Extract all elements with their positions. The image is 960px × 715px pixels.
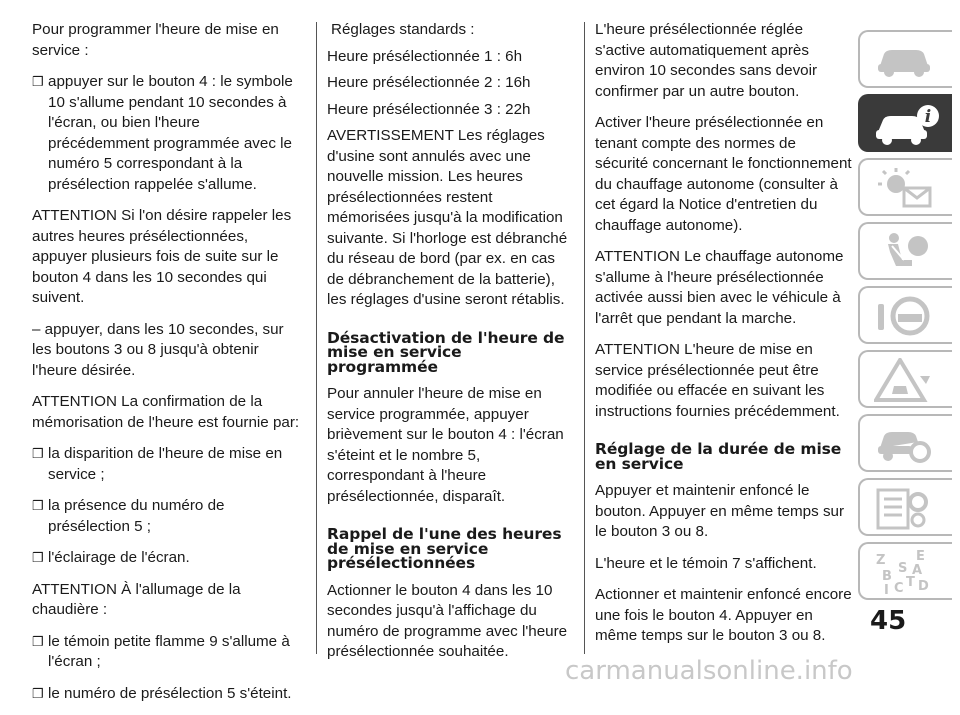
paragraph: ATTENTION Si l'on désire rappeler les autres heures présélectionnées, appuyer plusieurs fois de suite sur le bouton 4 dans les 10 secondes qui suivent.	[32, 207, 292, 306]
paragraph: ATTENTION La confirmation de la mémorisation de l'heure est fournie par:	[32, 393, 300, 431]
index-letter: T	[906, 575, 915, 590]
warning-triangle-car-icon	[874, 358, 934, 404]
index-letter: I	[884, 583, 889, 596]
specifications-icon	[874, 486, 934, 532]
tab-service[interactable]	[858, 414, 952, 472]
tab-car[interactable]	[858, 30, 952, 88]
list-item-text: le numéro de présélection 5 s'éteint.	[48, 684, 292, 702]
list-item-text: le témoin petite flamme 9 s'allume à l'écran ;	[48, 632, 290, 670]
tab-car-info[interactable]	[858, 94, 952, 152]
list-item	[32, 548, 302, 569]
car-icon	[874, 38, 934, 80]
car-service-icon	[874, 422, 934, 468]
checkbox-bullet-icon: ❒	[32, 498, 44, 513]
paragraph: Heure présélectionnée 1 : 6h	[327, 47, 523, 65]
paragraph: Réglages standards :	[331, 21, 475, 38]
paragraph: Pour annuler l'heure de mise en service programmée, appuyer brièvement sur le bouton 4 : l'écran s'éteint et le nombre 5, correspondant à l'heure présélectionnée, disparaît.	[327, 385, 564, 505]
column-1	[32, 20, 302, 715]
paragraph: ATTENTION À l'allumage de la chaudière :	[32, 580, 241, 618]
section-heading: Désactivation de l'heure de mise en service programmée	[327, 328, 565, 376]
paragraph: AVERTISSEMENT Les réglages d'usine sont annulés avec une nouvelle mission. Les heures présélectionnées restent mémorisées jusqu'à la modification suivante. Si l'horloge est débranché du réseau de bord (par ex. en cas de débranchement de la batterie), les réglages d'usine seront rétablis.	[327, 127, 568, 308]
paragraph: ATTENTION L'heure de mise en service présélectionnée peut être modifiée ou effacée en suivant les instructions fournies précédemment.	[595, 341, 840, 420]
info-glyph: i	[924, 107, 932, 127]
tab-index[interactable]	[858, 542, 952, 600]
paragraph: L'heure et le témoin 7 s'affichent.	[595, 554, 817, 572]
paragraph: Activer l'heure présélectionnée en tenant compte des normes de sécurité concernant le fonctionnement du chauffage autonome (consulter à cet égard la Notice d'entretien du chauffage autonome).	[595, 114, 852, 234]
column-divider	[316, 22, 317, 654]
index-letter: C	[894, 581, 904, 596]
paragraph: Pour programmer l'heure de mise en service :	[32, 21, 279, 59]
checkbox-bullet-icon: ❒	[32, 685, 44, 701]
tab-specifications[interactable]	[858, 478, 952, 536]
checkbox-bullet-icon: ❒	[32, 633, 44, 649]
paragraph: L'heure présélectionnée réglée s'active automatiquement après environ 10 secondes sans devoir confirmer par un autre bouton.	[595, 21, 818, 100]
paragraph: Heure présélectionnée 3 : 22h	[327, 100, 531, 118]
index-letter: Z	[876, 553, 886, 568]
steering-wheel-icon	[874, 294, 934, 340]
index-letter: S	[898, 561, 908, 576]
paragraph: Actionner et maintenir enfoncé encore une fois le bouton 4. Appuyer en même temps sur le bouton 3 ou 8.	[595, 586, 852, 644]
list-item	[32, 632, 302, 673]
column-divider	[584, 22, 585, 654]
list-item-text: la présence du numéro de présélection 5 ;	[48, 497, 225, 535]
index-letter: E	[916, 550, 925, 564]
column-2	[327, 20, 575, 674]
column-3	[595, 20, 853, 658]
list-item	[32, 444, 302, 485]
checkbox-bullet-icon: ❒	[32, 550, 44, 565]
index-letter: A	[912, 563, 923, 578]
car-info-icon	[874, 102, 940, 148]
list-item-text: l'éclairage de l'écran.	[48, 549, 190, 566]
page-number: 45	[870, 606, 907, 636]
airbag-seat-icon	[874, 230, 934, 276]
list-item	[32, 496, 302, 537]
list-item-text: la disparition de l'heure de mise en service ;	[48, 445, 283, 483]
paragraph: Actionner le bouton 4 dans les 10 secondes jusqu'à l'affichage du numéro de programme avec l'heure présélectionnée souhaitée.	[327, 581, 568, 660]
warning-lights-icon	[874, 166, 934, 212]
tab-safety[interactable]	[858, 222, 952, 280]
section-heading: Rappel de l'une des heures de mise en service présélectionnées	[327, 525, 562, 572]
paragraph: ATTENTION Le chauffage autonome s'allume à l'heure présélectionnée activée aussi bien avec le véhicule à l'arrêt que pendant la marche.	[595, 248, 844, 327]
tab-driving[interactable]	[858, 286, 952, 344]
section-heading: Réglage de la durée de mise en service	[595, 440, 842, 473]
paragraph: Heure présélectionnée 2 : 16h	[327, 74, 531, 91]
tab-warning-lights[interactable]	[858, 158, 952, 216]
watermark: carmanualsonline.info	[565, 656, 853, 686]
list-item	[32, 72, 302, 195]
index-letter: D	[918, 579, 929, 594]
index-letters-icon	[874, 550, 934, 596]
list-item-text: appuyer sur le bouton 4 : le symbole 10 s'allume pendant 10 secondes à l'écran, ou bien l'heure précédemment programmée avec le numéro 5 correspondant à la présélection rappelée s'allume.	[48, 73, 293, 193]
list-item	[32, 684, 302, 705]
paragraph: – appuyer, dans les 10 secondes, sur les boutons 3 ou 8 jusqu'à obtenir l'heure désirée.	[32, 320, 284, 379]
tab-emergency[interactable]	[858, 350, 952, 408]
index-letter: B	[882, 569, 892, 584]
paragraph: Appuyer et maintenir enfoncé le bouton. Appuyer en même temps sur le bouton 3 ou 8.	[595, 482, 845, 540]
checkbox-bullet-icon: ❒	[32, 446, 44, 461]
checkbox-bullet-icon: ❒	[32, 74, 44, 89]
